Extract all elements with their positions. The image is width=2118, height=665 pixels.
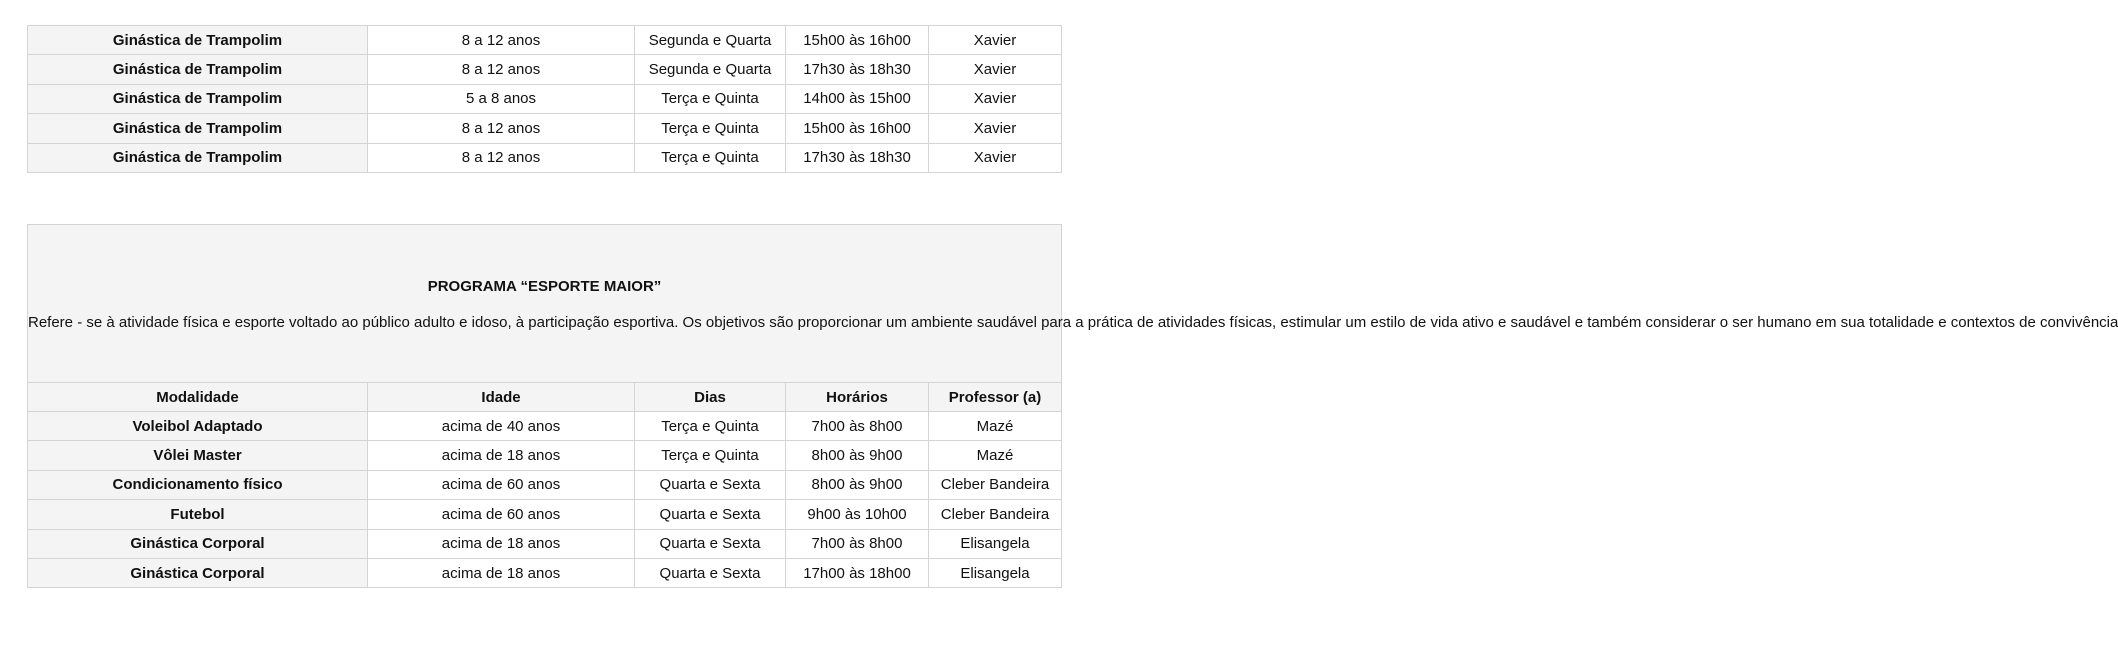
horarios-cell: 7h00 às 8h00 [786,412,929,441]
professor-cell: Elisangela [929,558,1062,587]
esporte-maior-table [27,224,2118,588]
professor-cell: Elisangela [929,529,1062,558]
professor-cell: Cleber Bandeira [929,470,1062,499]
horarios-cell: 15h00 às 16h00 [786,26,929,55]
idade-cell: 8 a 12 anos [368,55,635,84]
header-horarios: Horários [786,383,929,412]
modalidade-cell: Ginástica Corporal [28,558,368,587]
professor-cell: Cleber Bandeira [929,500,1062,529]
dias-cell: Terça e Quinta [635,143,786,172]
idade-cell: 5 a 8 anos [368,84,635,113]
horarios-cell: 17h00 às 18h00 [786,558,929,587]
idade-cell: acima de 18 anos [368,441,635,470]
dias-cell: Terça e Quinta [635,412,786,441]
table-row [28,412,1062,441]
table-row [28,143,1062,172]
dias-cell: Quarta e Sexta [635,558,786,587]
header-modalidade: Modalidade [28,383,368,412]
modalidade-cell: Ginástica de Trampolim [28,143,368,172]
horarios-cell: 8h00 às 9h00 [786,441,929,470]
professor-cell: Xavier [929,84,1062,113]
dias-cell: Terça e Quinta [635,441,786,470]
trampolim-schedule-table [27,25,1062,173]
idade-cell: acima de 18 anos [368,529,635,558]
dias-cell: Terça e Quinta [635,84,786,113]
table-row [28,55,1062,84]
professor-cell: Xavier [929,114,1062,143]
horarios-cell: 14h00 às 15h00 [786,84,929,113]
horarios-cell: 7h00 às 8h00 [786,529,929,558]
professor-cell: Mazé [929,412,1062,441]
program-title: PROGRAMA “ESPORTE MAIOR” [427,277,662,295]
professor-cell: Xavier [929,55,1062,84]
idade-cell: acima de 60 anos [368,500,635,529]
program-intro-cell [28,225,2118,383]
dias-cell: Quarta e Sexta [635,470,786,499]
table-row [28,26,1062,55]
horarios-cell: 17h30 às 18h30 [786,55,929,84]
professor-cell: Xavier [929,26,1062,55]
table-row [28,84,1062,113]
dias-cell: Terça e Quinta [635,114,786,143]
modalidade-cell: Futebol [28,500,368,529]
horarios-cell: 8h00 às 9h00 [786,470,929,499]
idade-cell: 8 a 12 anos [368,114,635,143]
program-description: Refere - se à atividade física e esporte voltado ao público adulto e idoso, à participação esportiva. Os objetivos são proporcionar um ambiente saudável para a prática de atividades físicas, estimular um estilo de vida ativo e saudável e também considerar o ser humano em sua totalidade e contextos de convivência [28,313,2118,331]
horarios-cell: 15h00 às 16h00 [786,114,929,143]
table-row [28,558,1062,587]
idade-cell: acima de 18 anos [368,558,635,587]
modalidade-cell: Ginástica de Trampolim [28,84,368,113]
dias-cell: Segunda e Quarta [635,26,786,55]
table-row [28,470,1062,499]
header-dias: Dias [635,383,786,412]
modalidade-cell: Ginástica Corporal [28,529,368,558]
idade-cell: acima de 40 anos [368,412,635,441]
modalidade-cell: Ginástica de Trampolim [28,55,368,84]
idade-cell: 8 a 12 anos [368,26,635,55]
header-professor: Professor (a) [929,383,1062,412]
modalidade-cell: Voleibol Adaptado [28,412,368,441]
table-row [28,500,1062,529]
dias-cell: Quarta e Sexta [635,500,786,529]
program-intro-row [28,225,1062,383]
table-row [28,441,1062,470]
header-idade: Idade [368,383,635,412]
table-row [28,114,1062,143]
horarios-cell: 9h00 às 10h00 [786,500,929,529]
horarios-cell: 17h30 às 18h30 [786,143,929,172]
modalidade-cell: Ginástica de Trampolim [28,114,368,143]
dias-cell: Quarta e Sexta [635,529,786,558]
table-header-row [28,383,1062,412]
dias-cell: Segunda e Quarta [635,55,786,84]
idade-cell: acima de 60 anos [368,470,635,499]
professor-cell: Mazé [929,441,1062,470]
modalidade-cell: Vôlei Master [28,441,368,470]
modalidade-cell: Ginástica de Trampolim [28,26,368,55]
table-row [28,529,1062,558]
idade-cell: 8 a 12 anos [368,143,635,172]
professor-cell: Xavier [929,143,1062,172]
modalidade-cell: Condicionamento físico [28,470,368,499]
